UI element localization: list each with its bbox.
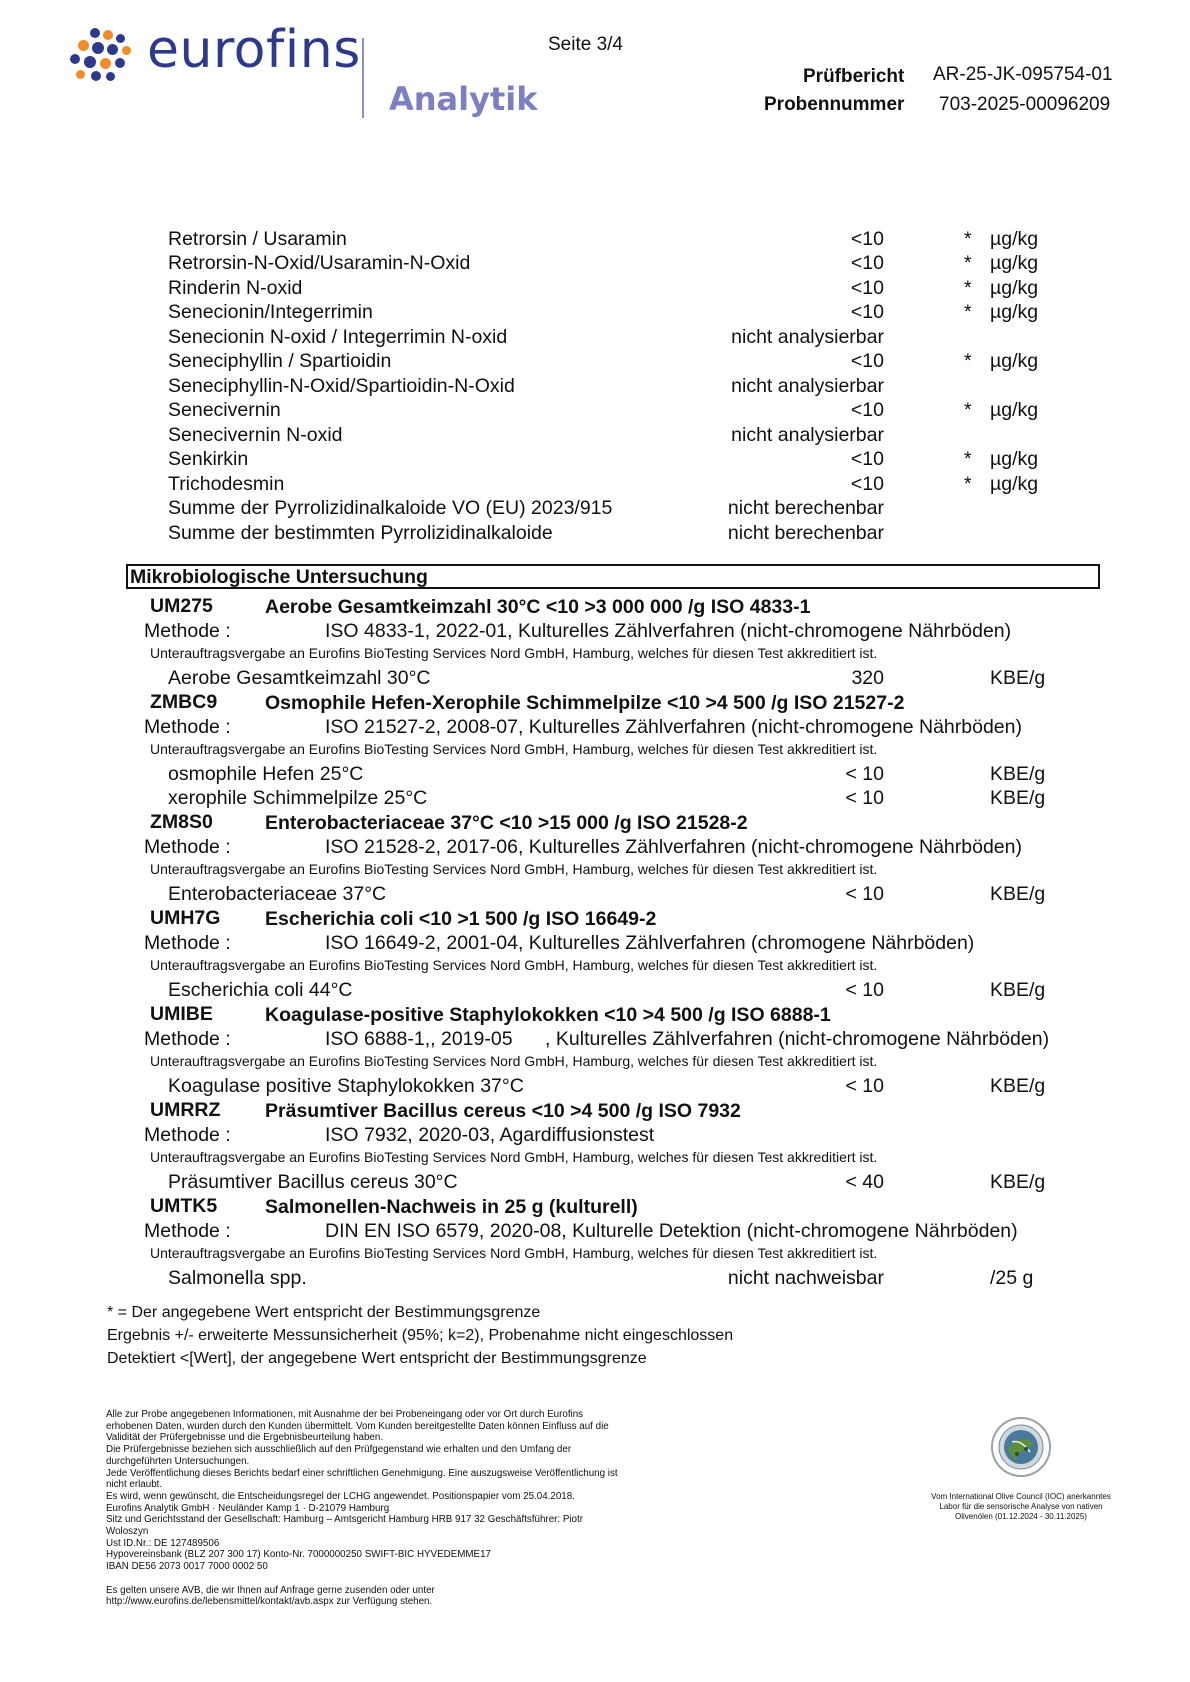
subcontract-note: Unterauftragsvergabe an Eurofins BioTesting Services Nord GmbH, Hamburg, welches für diesen Test akkreditiert ist. <box>150 645 878 661</box>
test-code: UMRRZ <box>150 1099 221 1121</box>
pa-value: <10 <box>850 228 884 250</box>
ioc-accreditation-text: Vom International Olive Council (IOC) anerkanntes Labor für die sensorische Analyse von nativen Olivenölen (01.12.2024 - 30.11.2025) <box>931 1492 1111 1521</box>
result-value: nicht nachweisbar <box>727 1267 884 1289</box>
method-text: ISO 21528-2, 2017-06, Kulturelles Zählverfahren (nicht-chromogene Nährböden) <box>325 836 1022 858</box>
pa-value: nicht analysierbar <box>731 424 884 446</box>
test-title: Koagulase-positive Staphylokokken <10 >4 500 /g ISO 6888-1 <box>265 1004 831 1026</box>
result-name: osmophile Hefen 25°C <box>168 763 364 785</box>
pa-star: * <box>964 252 972 274</box>
pa-name: Summe der bestimmten Pyrrolizidinalkaloide <box>168 522 553 544</box>
pa-value: <10 <box>850 252 884 274</box>
sample-label: Probennummer <box>764 94 905 115</box>
pa-star: * <box>964 473 972 495</box>
footnote-uncertainty: Ergebnis +/- erweiterte Messunsicherheit (95%; k=2), Probenahme nicht eingeschlossen <box>107 1327 734 1344</box>
subcontract-note: Unterauftragsvergabe an Eurofins BioTesting Services Nord GmbH, Hamburg, welches für diesen Test akkreditiert ist. <box>150 861 878 877</box>
result-unit: KBE/g <box>990 667 1046 689</box>
footnote-limit: * = Der angegebene Wert entspricht der Bestimmungsgrenze <box>107 1304 541 1321</box>
pa-unit: µg/kg <box>990 399 1039 421</box>
logo-wordmark: eurofins <box>147 20 361 80</box>
section-title-microbiology: Mikrobiologische Untersuchung <box>126 564 1100 589</box>
subcontract-note: Unterauftragsvergabe an Eurofins BioTesting Services Nord GmbH, Hamburg, welches für diesen Test akkreditiert ist. <box>150 1245 878 1261</box>
pa-unit: µg/kg <box>990 448 1039 470</box>
pa-name: Retrorsin-N-Oxid/Usaramin-N-Oxid <box>168 252 471 274</box>
test-code: UM275 <box>150 595 213 617</box>
pa-unit: µg/kg <box>990 473 1039 495</box>
pa-value: nicht analysierbar <box>731 326 884 348</box>
legal-notice: Alle zur Probe angegebenen Informationen, mit Ausnahme der bei Probeneingang oder vor Ort durch Eurofins erhobenen Daten, wurden durch den Kunden übermittelt. Vom Kunden bereitgestellte Daten können Einfluss auf die Validität der Prüfergebnisse und die Ergebnisbeurteilung haben. Die Prüfergebnisse beziehen sich ausschließlich auf den Prüfgegenstand wie erhalten und den Umfang der durchgeführten Untersuchungen. Jede Veröffentlichung dieses Berichts bedarf einer schriftlichen Genehmigung. Eine auszugsweise Veröffentlichung ist nicht erlaubt. Es wird, wenn gewünscht, die Entscheidungsregel der LCHG angewendet. Positionspapier vom 25.04.2018. Eurofins Analytik GmbH · Neuländer Kamp 1 · D-21079 Hamburg Sitz und Gerichtsstand der Gesellschaft: Hamburg – Amtsgericht Hamburg HRB 917 32 Geschäftsführer: Piotr Woloszyn Ust ID.Nr.: DE 127489506 Hypovereinsbank (BLZ 207 300 17) Konto-Nr. 7000000250 SWIFT-BIC HYVEDEMME17 IBAN DE56 2073 0017 7000 0002 50 Es gelten unsere AVB, die wir Ihnen auf Anfrage gerne zusenden oder unter http://www.eurofins.de/lebensmittel/kontakt/avb.aspx zur Verfügung stehen. <box>106 1409 618 1608</box>
method-label: Methode : <box>144 836 231 858</box>
result-value: < 10 <box>845 979 884 1001</box>
logo-mark-icon <box>70 28 136 82</box>
result-value: < 40 <box>845 1171 884 1193</box>
pa-unit: µg/kg <box>990 228 1039 250</box>
result-name: Präsumtiver Bacillus cereus 30°C <box>168 1171 458 1193</box>
pa-name: Retrorsin / Usaramin <box>168 228 347 250</box>
pa-star: * <box>964 301 972 323</box>
pa-name: Senkirkin <box>168 448 249 470</box>
test-code: UMTK5 <box>150 1195 218 1217</box>
pa-value: nicht analysierbar <box>731 375 884 397</box>
result-value: < 10 <box>845 883 884 905</box>
result-name: Escherichia coli 44°C <box>168 979 353 1001</box>
report-label: Prüfbericht <box>803 66 905 87</box>
result-value: < 10 <box>845 1075 884 1097</box>
subcontract-note: Unterauftragsvergabe an Eurofins BioTesting Services Nord GmbH, Hamburg, welches für diesen Test akkreditiert ist. <box>150 741 878 757</box>
result-unit: KBE/g <box>990 1075 1046 1097</box>
pa-name: Summe der Pyrrolizidinalkaloide VO (EU) 2023/915 <box>168 497 613 519</box>
result-unit: KBE/g <box>990 787 1046 809</box>
test-code: UMH7G <box>150 907 221 929</box>
pa-star: * <box>964 399 972 421</box>
test-code: UMIBE <box>150 1003 213 1025</box>
result-name: Koagulase positive Staphylokokken 37°C <box>168 1075 524 1097</box>
result-value: < 10 <box>845 763 884 785</box>
pa-value: <10 <box>850 399 884 421</box>
pa-value: nicht berechenbar <box>727 522 884 544</box>
test-title: Präsumtiver Bacillus cereus <10 >4 500 /g ISO 7932 <box>265 1100 741 1122</box>
pa-star: * <box>964 350 972 372</box>
method-label: Methode : <box>144 1220 231 1242</box>
pa-unit: µg/kg <box>990 301 1039 323</box>
method-label: Methode : <box>144 620 231 642</box>
test-title: Enterobacteriaceae 37°C <10 >15 000 /g ISO 21528-2 <box>265 812 748 834</box>
pa-star: * <box>964 228 972 250</box>
result-name: Aerobe Gesamtkeimzahl 30°C <box>168 667 431 689</box>
method-text: ISO 6888-1,, 2019-05 , Kulturelles Zählverfahren (nicht-chromogene Nährböden) <box>325 1028 1050 1050</box>
pa-name: Senecivernin <box>168 399 281 421</box>
result-unit: /25 g <box>990 1267 1034 1289</box>
result-value: 320 <box>851 667 884 689</box>
test-title: Osmophile Hefen-Xerophile Schimmelpilze <10 >4 500 /g ISO 21527-2 <box>265 692 905 714</box>
pa-unit: µg/kg <box>990 252 1039 274</box>
pa-value: <10 <box>850 277 884 299</box>
logo-subtitle: Analytik <box>389 80 538 118</box>
result-unit: KBE/g <box>990 979 1046 1001</box>
subcontract-note: Unterauftragsvergabe an Eurofins BioTesting Services Nord GmbH, Hamburg, welches für diesen Test akkreditiert ist. <box>150 957 878 973</box>
method-text: ISO 4833-1, 2022-01, Kulturelles Zählverfahren (nicht-chromogene Nährböden) <box>325 620 1012 642</box>
result-name: xerophile Schimmelpilze 25°C <box>168 787 428 809</box>
pa-value: <10 <box>850 301 884 323</box>
method-label: Methode : <box>144 716 231 738</box>
pa-name: Rinderin N-oxid <box>168 277 303 299</box>
pa-name: Senecivernin N-oxid <box>168 424 343 446</box>
pa-name: Trichodesmin <box>168 473 285 495</box>
subcontract-note: Unterauftragsvergabe an Eurofins BioTesting Services Nord GmbH, Hamburg, welches für diesen Test akkreditiert ist. <box>150 1149 878 1165</box>
pa-name: Seneciphyllin / Spartioidin <box>168 350 392 372</box>
pa-star: * <box>964 448 972 470</box>
footnote-detected: Detektiert <[Wert], der angegebene Wert entspricht der Bestimmungsgrenze <box>107 1350 647 1367</box>
method-label: Methode : <box>144 932 231 954</box>
result-name: Salmonella spp. <box>168 1267 307 1289</box>
result-unit: KBE/g <box>990 883 1046 905</box>
pa-name: Senecionin N-oxid / Integerrimin N-oxid <box>168 326 508 348</box>
method-text: DIN EN ISO 6579, 2020-08, Kulturelle Detektion (nicht-chromogene Nährböden) <box>325 1220 1018 1242</box>
pa-value: <10 <box>850 448 884 470</box>
method-text: ISO 21527-2, 2008-07, Kulturelles Zählverfahren (nicht-chromogene Nährböden) <box>325 716 1022 738</box>
subcontract-note: Unterauftragsvergabe an Eurofins BioTesting Services Nord GmbH, Hamburg, welches für diesen Test akkreditiert ist. <box>150 1053 878 1069</box>
result-value: < 10 <box>845 787 884 809</box>
pa-value: nicht berechenbar <box>727 497 884 519</box>
test-title: Aerobe Gesamtkeimzahl 30°C <10 >3 000 000 /g ISO 4833-1 <box>265 596 811 618</box>
method-text: ISO 16649-2, 2001-04, Kulturelles Zählverfahren (chromogene Nährböden) <box>325 932 975 954</box>
test-code: ZM8S0 <box>150 811 213 833</box>
method-label: Methode : <box>144 1124 231 1146</box>
ioc-seal-icon <box>990 1416 1052 1478</box>
test-title: Escherichia coli <10 >1 500 /g ISO 16649-2 <box>265 908 657 930</box>
method-label: Methode : <box>144 1028 231 1050</box>
result-unit: KBE/g <box>990 1171 1046 1193</box>
test-title: Salmonellen-Nachweis in 25 g (kulturell) <box>265 1196 638 1218</box>
result-unit: KBE/g <box>990 763 1046 785</box>
sample-number: 703-2025-00096209 <box>939 94 1111 115</box>
test-code: ZMBC9 <box>150 691 218 713</box>
pa-name: Senecionin/Integerrimin <box>168 301 373 323</box>
method-text: ISO 7932, 2020-03, Agardiffusionstest <box>325 1124 655 1146</box>
logo-divider <box>362 38 364 118</box>
pa-unit: µg/kg <box>990 350 1039 372</box>
pa-unit: µg/kg <box>990 277 1039 299</box>
pa-value: <10 <box>850 473 884 495</box>
result-name: Enterobacteriaceae 37°C <box>168 883 387 905</box>
report-number: AR-25-JK-095754-01 <box>933 64 1113 85</box>
pa-value: <10 <box>850 350 884 372</box>
pa-star: * <box>964 277 972 299</box>
pa-name: Seneciphyllin-N-Oxid/Spartioidin-N-Oxid <box>168 375 515 397</box>
page-number: Seite 3/4 <box>548 34 623 55</box>
